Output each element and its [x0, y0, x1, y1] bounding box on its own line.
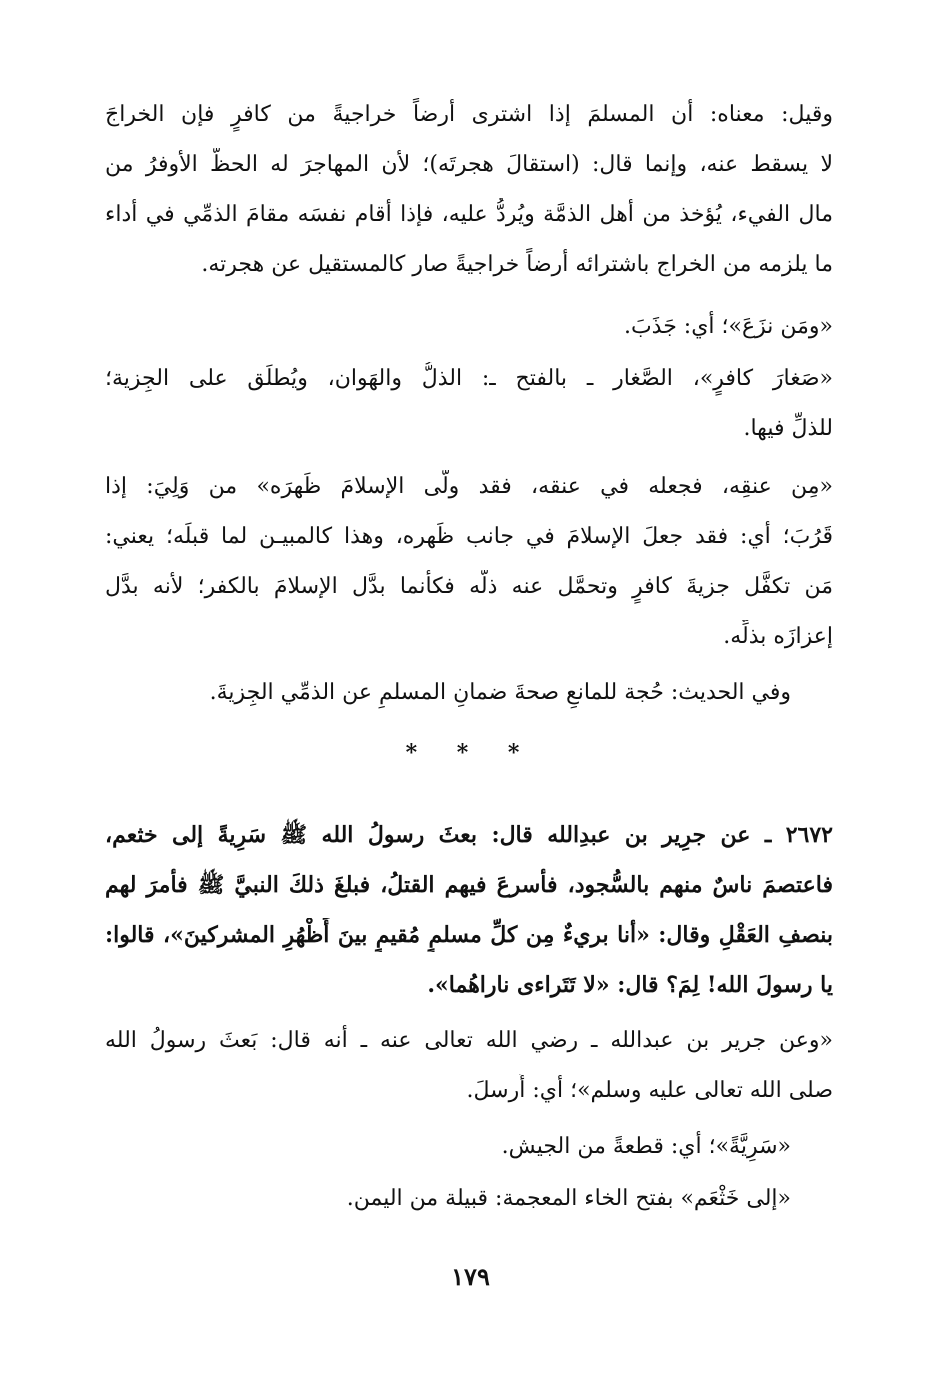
section-separator: * * *: [405, 740, 536, 766]
commentary-2-line-1: «سَرِيَّةً»؛ أي: قطعةً من الجيش.: [501, 1134, 791, 1159]
paragraph-4-line-1: «مِن عنقِه، فجعله في عنقه، فقد ولَّى الإسلامَ ظَهرَه» من وَلِيَ: إذا: [105, 474, 833, 499]
hadith-line-1: ٢٦٧٢ ـ عن جرِير بن عبدِالله قال: بعثَ رسولُ الله ﷺ سَرِيةً إلى خثعم،: [105, 822, 833, 848]
hadith-line-4: يا رسولَ الله! لِمَ؟ قال: «لا تَتَراءى ناراهُما».: [427, 972, 833, 998]
paragraph-4-line-2: قَرُبَ؛ أي: فقد جعلَ الإسلامَ في جانب ظَهره، وهذا كالمبيـن لما قبلَه؛ يعني:: [105, 524, 833, 549]
paragraph-4-line-4: إعزازَه بذلِّه.: [723, 624, 833, 649]
page-number: ١٧٩: [451, 1262, 490, 1291]
commentary-3-line-1: «إلى خَثْعَم» بفتح الخاء المعجمة: قبيلة من اليمن.: [346, 1186, 791, 1211]
paragraph-1-line-2: لا يسقط عنه، وإنما قال: (استقالَ هجرتَه)؛ لأن المهاجرَ له الحظُّ الأوفرُ من: [105, 152, 833, 177]
paragraph-1-line-4: ما يلزمه من الخراج باشترائه أرضاً خراجيةً صار كالمستقيل عن هجرته.: [201, 252, 833, 277]
paragraph-1-line-1: وقيل: معناه: أن المسلمَ إذا اشترى أرضاً خراجيةً من كافرٍ فإن الخراجَ: [105, 102, 833, 127]
commentary-1-line-1: «وعن جرير بن عبدالله ـ رضي الله تعالى عنه ـ أنه قال: بَعثَ رسولُ الله: [105, 1028, 833, 1053]
paragraph-3-line-1: «صَغارَ كافرٍ»، الصَّغار ـ بالفتح ـ: الذلُّ والهَوان، ويُطلَق على الجِزية؛: [105, 366, 833, 391]
paragraph-2-line-1: «ومَن نزَعَ»؛ أي: جَذَبَ.: [623, 314, 833, 339]
paragraph-5-line-1: وفي الحديث: حُجة للمانعِ صحةَ ضمانِ المسلمِ عن الذمِّي الجِزيةَ.: [209, 680, 791, 705]
commentary-1-line-2: صلى الله تعالى عليه وسلم»؛ أي: أَرسلَ.: [466, 1078, 833, 1103]
hadith-line-3: بنصفِ العَقْلِ وقال: «أنا بريءٌ مِن كلِّ مسلمٍ مُقيمٍ بينَ أَظْهُرِ المشركينَ»، قالوا:: [105, 922, 833, 948]
paragraph-1-line-3: مال الفيء، يُؤخذ من أهل الذمَّة ويُردُّ عليه، فإذا أقام نفسَه مقامَ الذمِّي في أداء: [105, 202, 833, 227]
paragraph-4-line-3: مَن تكفَّل جزيةَ كافرٍ وتحمَّل عنه ذلَّه فكأنما بدَّل الإسلامَ بالكفر؛ لأنه بدَّل: [105, 574, 833, 599]
paragraph-3-line-2: للذلِّ فيها.: [743, 416, 833, 441]
hadith-line-2: فاعتصمَ ناسٌ منهم بالسُّجود، فأسرعَ فيهم القتلُ، فبلغَ ذلكَ النبيَّ ﷺ فأمرَ لهم: [105, 872, 833, 898]
